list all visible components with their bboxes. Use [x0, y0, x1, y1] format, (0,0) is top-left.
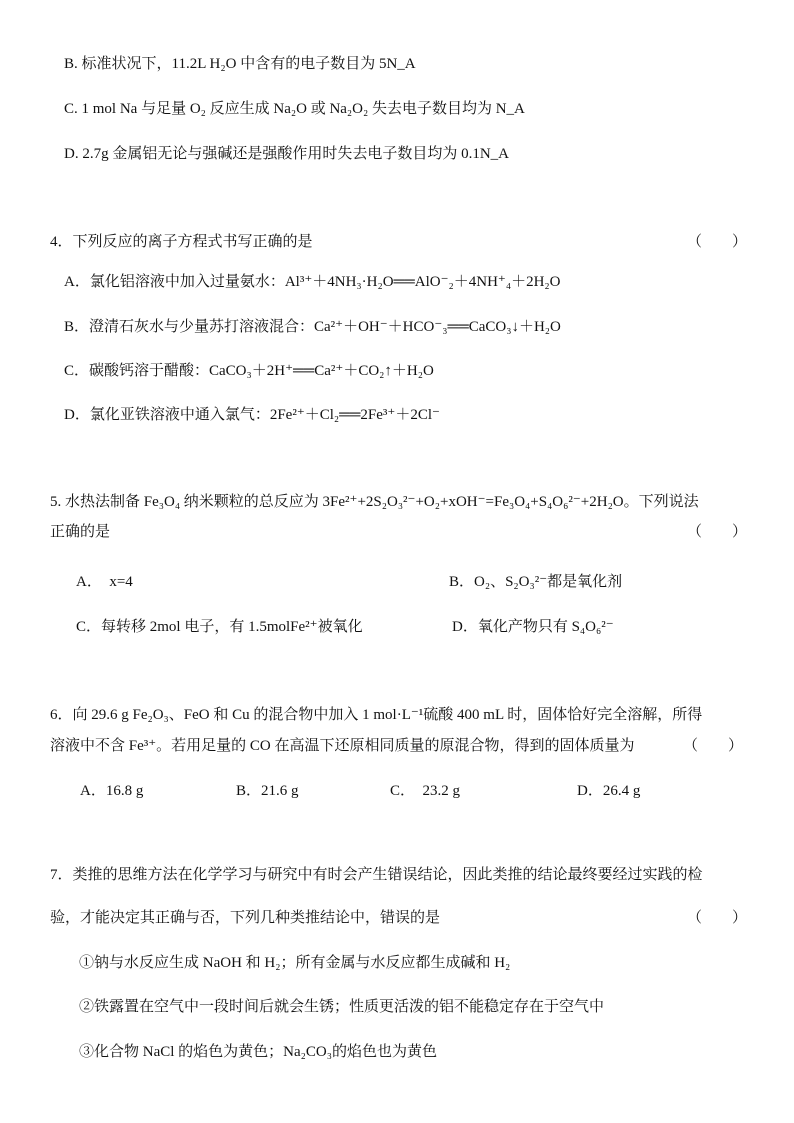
q5-answer-paren: （ ）: [687, 524, 748, 540]
q6-answer-paren: （ ）: [683, 738, 744, 754]
q4-option-a: A．氯化铝溶液中加入过量氨水：Al³⁺＋4NH₃·H₂O══AlO⁻₂＋4NH⁺₄＋2H₂O: [64, 274, 561, 290]
q7-statement-3: ③化合物 NaCl 的焰色为黄色；Na₂CO₃的焰色也为黄色: [79, 1044, 437, 1060]
q6-stem-line1: 6．向 29.6 g Fe₂O₃、FeO 和 Cu 的混合物中加入 1 mol·L⁻¹硫酸 400 mL 时，固体恰好完全溶解，所得: [50, 707, 703, 723]
q7-stem-line1: 7．类推的思维方法在化学学习与研究中有时会产生错误结论，因此类推的结论最终要经过实践的检: [50, 867, 703, 883]
q4-answer-paren: （ ）: [687, 234, 748, 250]
q7-statement-2: ②铁露置在空气中一段时间后就会生锈；性质更活泼的铝不能稳定存在于空气中: [79, 999, 605, 1015]
q7-statement-1: ①钠与水反应生成 NaOH 和 H₂；所有金属与水反应都生成碱和 H₂: [79, 955, 511, 971]
q5-option-b: B．O₂、S₂O₃²⁻都是氧化剂: [449, 574, 623, 590]
q3-option-c: C. 1 mol Na 与足量 O₂ 反应生成 Na₂O 或 Na₂O₂ 失去电子数目均为 N_A: [64, 101, 525, 117]
q3-option-d: D. 2.7g 金属铝无论与强碱还是强酸作用时失去电子数目均为 0.1N_A: [64, 146, 509, 162]
q7-answer-paren: （ ）: [687, 910, 748, 926]
q7-stem-line2: 验，才能决定其正确与否，下列几种类推结论中，错误的是: [50, 910, 441, 926]
q4-option-d: D．氯化亚铁溶液中通入氯气：2Fe²⁺＋Cl₂══2Fe³⁺＋2Cl⁻: [64, 407, 440, 423]
q5-option-d: D．氧化产物只有 S₄O₆²⁻: [452, 619, 614, 635]
q6-option-c: C． 23.2 g: [390, 783, 461, 799]
q5-stem-line1: 5. 水热法制备 Fe₃O₄ 纳米颗粒的总反应为 3Fe²⁺+2S₂O₃²⁻+O₂+xOH⁻=Fe₃O₄+S₄O₆²⁻+2H₂O。下列说法: [50, 494, 699, 510]
q4-option-b: B．澄清石灰水与少量苏打溶液混合：Ca²⁺＋OH⁻＋HCO⁻₃══CaCO₃↓＋H₂O: [64, 319, 561, 335]
q6-option-b: B．21.6 g: [236, 783, 299, 799]
q6-option-d: D．26.4 g: [577, 783, 641, 799]
q4-option-c: C．碳酸钙溶于醋酸：CaCO₃＋2H⁺══Ca²⁺＋CO₂↑＋H₂O: [64, 363, 434, 379]
q6-stem-line2: 溶液中不含 Fe³⁺。若用足量的 CO 在高温下还原相同质量的原混合物，得到的固体质量为: [50, 738, 635, 754]
q5-option-a: A． x=4: [76, 574, 133, 590]
q3-option-b: B. 标准状况下，11.2L H₂O 中含有的电子数目为 5N_A: [64, 56, 416, 72]
q6-option-a: A．16.8 g: [80, 783, 144, 799]
q5-option-c: C．每转移 2mol 电子，有 1.5molFe²⁺被氧化: [76, 619, 363, 635]
q5-stem-line2: 正确的是: [50, 524, 111, 540]
q4-stem: 4．下列反应的离子方程式书写正确的是: [50, 234, 313, 250]
